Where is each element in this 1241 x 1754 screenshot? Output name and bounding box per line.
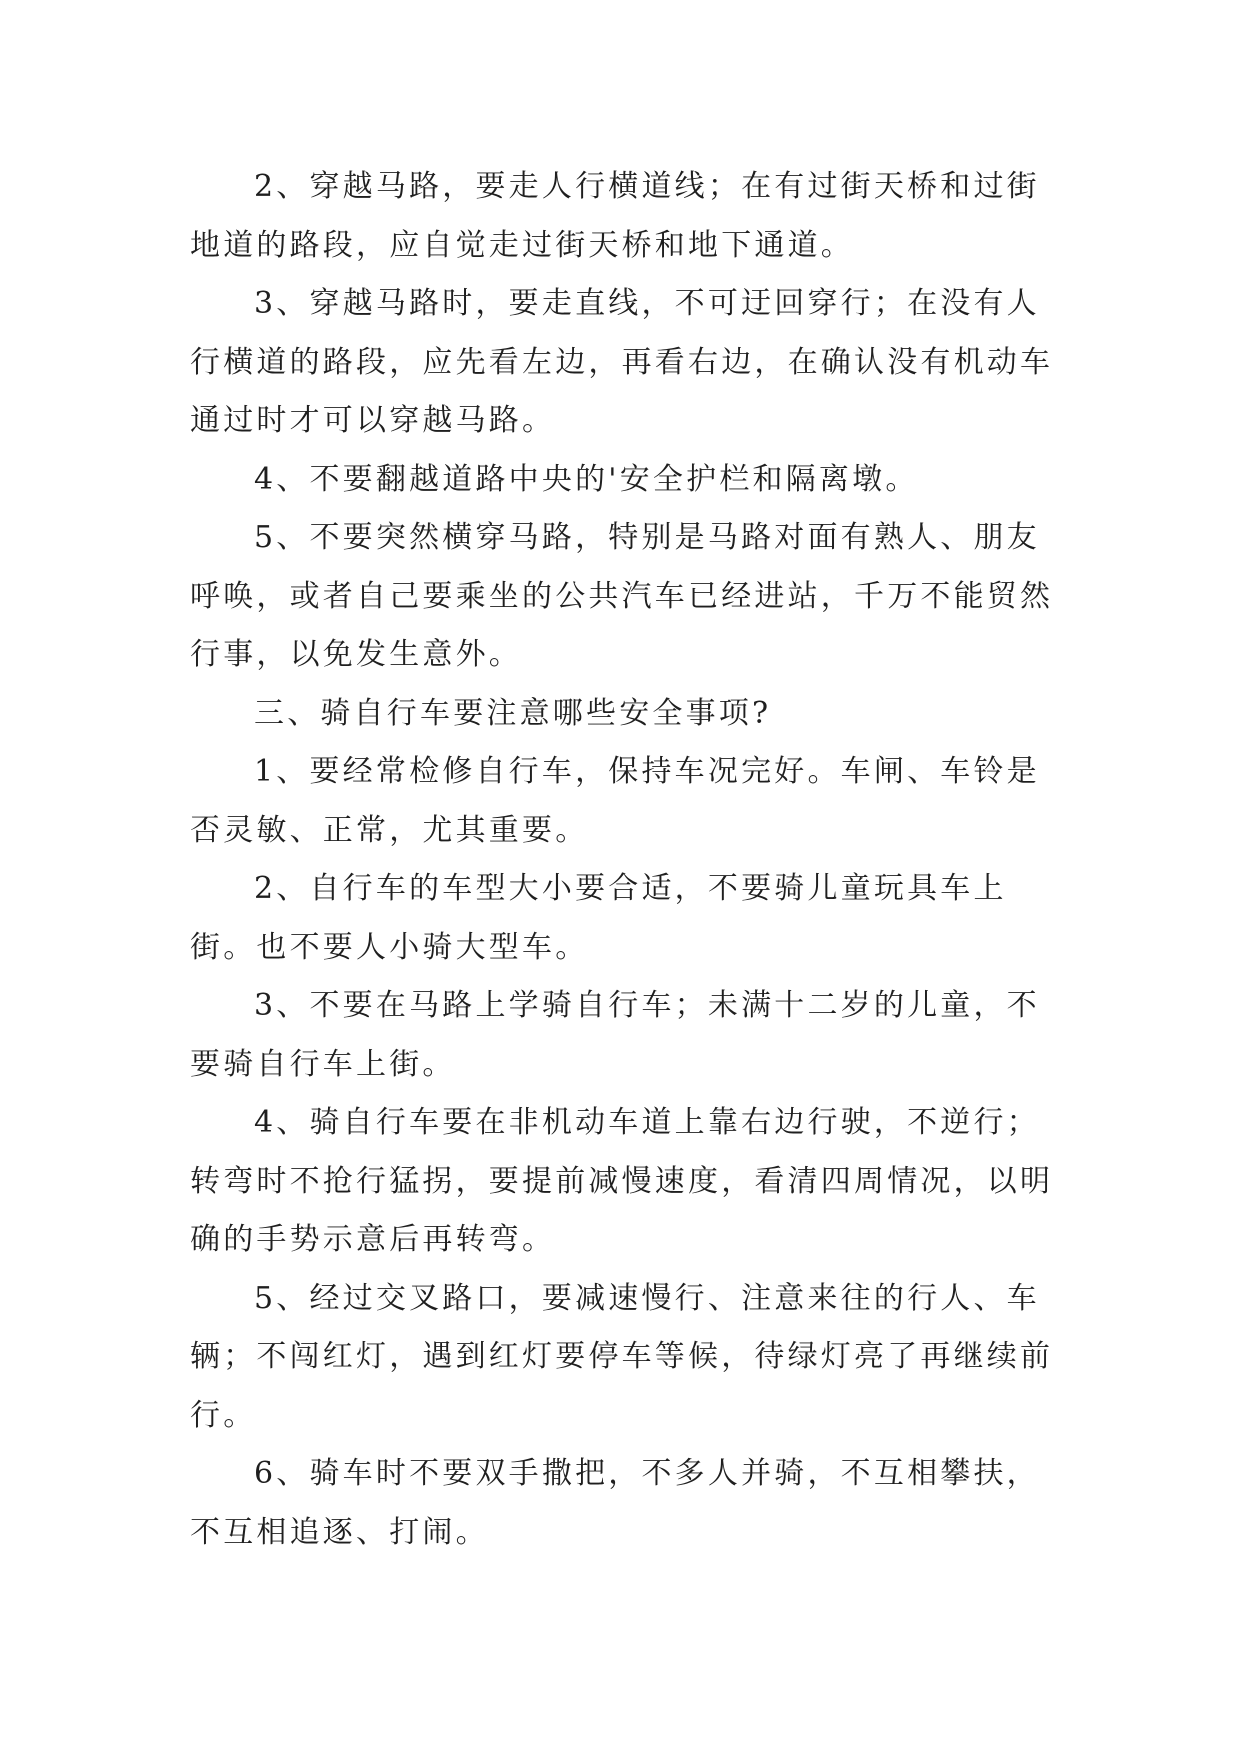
section-heading-bicycle-safety: 三、骑自行车要注意哪些安全事项? — [254, 695, 772, 731]
document-body — [190, 158, 1060, 1562]
paragraph-bike-size: 2、自行车的车型大小要合适，不要骑儿童玩具车上街。也不要人小骑大型车。 — [190, 871, 1007, 965]
paragraph-no-learning-on-road: 3、不要在马路上学骑自行车；未满十二岁的儿童，不要骑自行车上街。 — [190, 988, 1040, 1082]
paragraph-no-climbing-barrier: 4、不要翻越道路中央的'安全护栏和隔离墩。 — [254, 461, 919, 497]
paragraph-intersection: 5、经过交叉路口，要减速慢行、注意来往的行人、车辆；不闯红灯，遇到红灯要停车等候，待绿灯亮了再继续前行。 — [190, 1280, 1054, 1433]
paragraph-bike-maintenance: 1、要经常检修自行车，保持车况完好。车闸、车铃是否灵敏、正常，尤其重要。 — [190, 754, 1040, 848]
paragraph-crossing-straight: 3、穿越马路时，要走直线，不可迂回穿行；在没有人行横道的路段，应先看左边，再看右边，在确认没有机动车通过时才可以穿越马路。 — [190, 286, 1054, 438]
paragraph-no-hands-off: 6、骑车时不要双手撒把，不多人并骑，不互相攀扶，不互相追逐、打闹。 — [190, 1456, 1040, 1550]
paragraph-no-sudden-crossing: 5、不要突然横穿马路，特别是马路对面有熟人、朋友呼唤，或者自己要乘坐的公共汽车已经进站，千万不能贸然行事，以免发生意外。 — [190, 520, 1054, 672]
paragraph-crossing-crosswalk: 2、穿越马路，要走人行横道线；在有过街天桥和过街地道的路段，应自觉走过街天桥和地下通道。 — [190, 169, 1040, 263]
paragraph-ride-right-lane: 4、骑自行车要在非机动车道上靠右边行驶，不逆行；转弯时不抢行猛拐，要提前减慢速度，看清四周情况，以明确的手势示意后再转弯。 — [190, 1105, 1054, 1257]
